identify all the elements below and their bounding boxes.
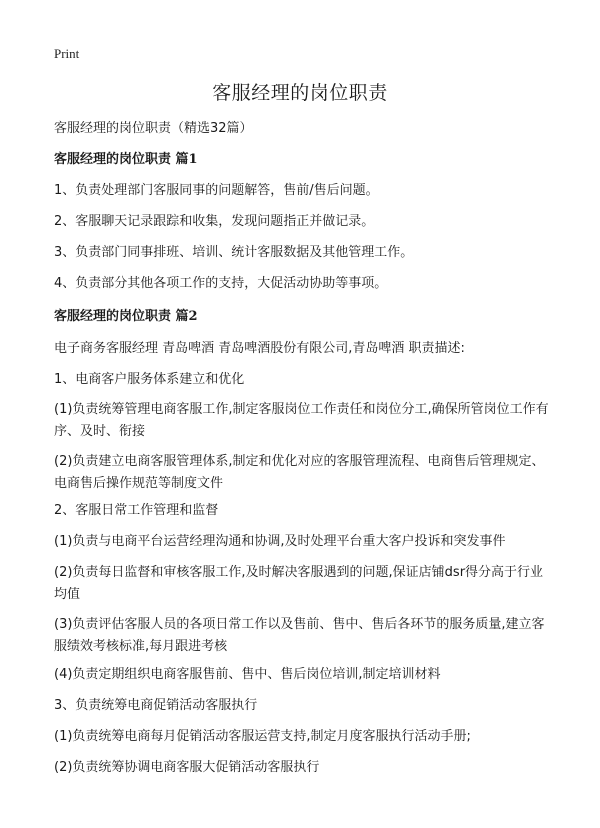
- paragraph: 电子商务客服经理 青岛啤酒 青岛啤酒股份有限公司,青岛啤酒 职责描述:: [54, 341, 465, 356]
- paragraph: (2)负责每日监督和审核客服工作,及时解决客服遇到的问题,保证店铺dsr得分高于行业均值: [54, 565, 544, 602]
- document-title: 客服经理的岗位职责: [212, 82, 388, 104]
- section-heading: 客服经理的岗位职责 篇1: [54, 152, 198, 167]
- print-link[interactable]: Print: [54, 46, 80, 61]
- paragraph: 3、负责部门同事排班、培训、统计客服数据及其他管理工作。: [54, 245, 414, 260]
- paragraph: (1)负责统筹管理电商客服工作,制定客服岗位工作责任和岗位分工,确保所管岗位工作有序、及时、衔接: [54, 402, 549, 439]
- paragraph: (3)负责评估客服人员的各项日常工作以及售前、售中、售后各环节的服务质量,建立客服绩效考核标准,每月跟进考核: [54, 617, 545, 654]
- paragraph: 2、客服日常工作管理和监督: [54, 503, 219, 518]
- section-heading: 客服经理的岗位职责 篇2: [54, 309, 198, 324]
- paragraph: 4、负责部分其他各项工作的支持，大促活动协助等事项。: [54, 276, 388, 291]
- paragraph: 2、客服聊天记录跟踪和收集，发现问题指正并做记录。: [54, 214, 375, 229]
- paragraph: 3、负责统筹电商促销活动客服执行: [54, 698, 258, 713]
- paragraph: (1)负责与电商平台运营经理沟通和协调,及时处理平台重大客户投诉和突发事件: [54, 534, 506, 549]
- paragraph: 1、电商客户服务体系建立和优化: [54, 372, 245, 387]
- paragraph: (2)负责建立电商客服管理体系,制定和优化对应的客服管理流程、电商售后管理规定、电商售后操作规范等制度文件: [54, 454, 545, 491]
- paragraph: (2)负责统筹协调电商客服大促销活动客服执行: [54, 760, 320, 775]
- paragraph: 1、负责处理部门客服同事的问题解答，售前/售后问题。: [54, 183, 379, 198]
- paragraph: (4)负责定期组织电商客服售前、售中、售后岗位培训,制定培训材料: [54, 667, 441, 682]
- document-subtitle: 客服经理的岗位职责（精选32篇）: [54, 121, 253, 136]
- paragraph: (1)负责统筹电商每月促销活动客服运营支持,制定月度客服执行活动手册;: [54, 729, 471, 744]
